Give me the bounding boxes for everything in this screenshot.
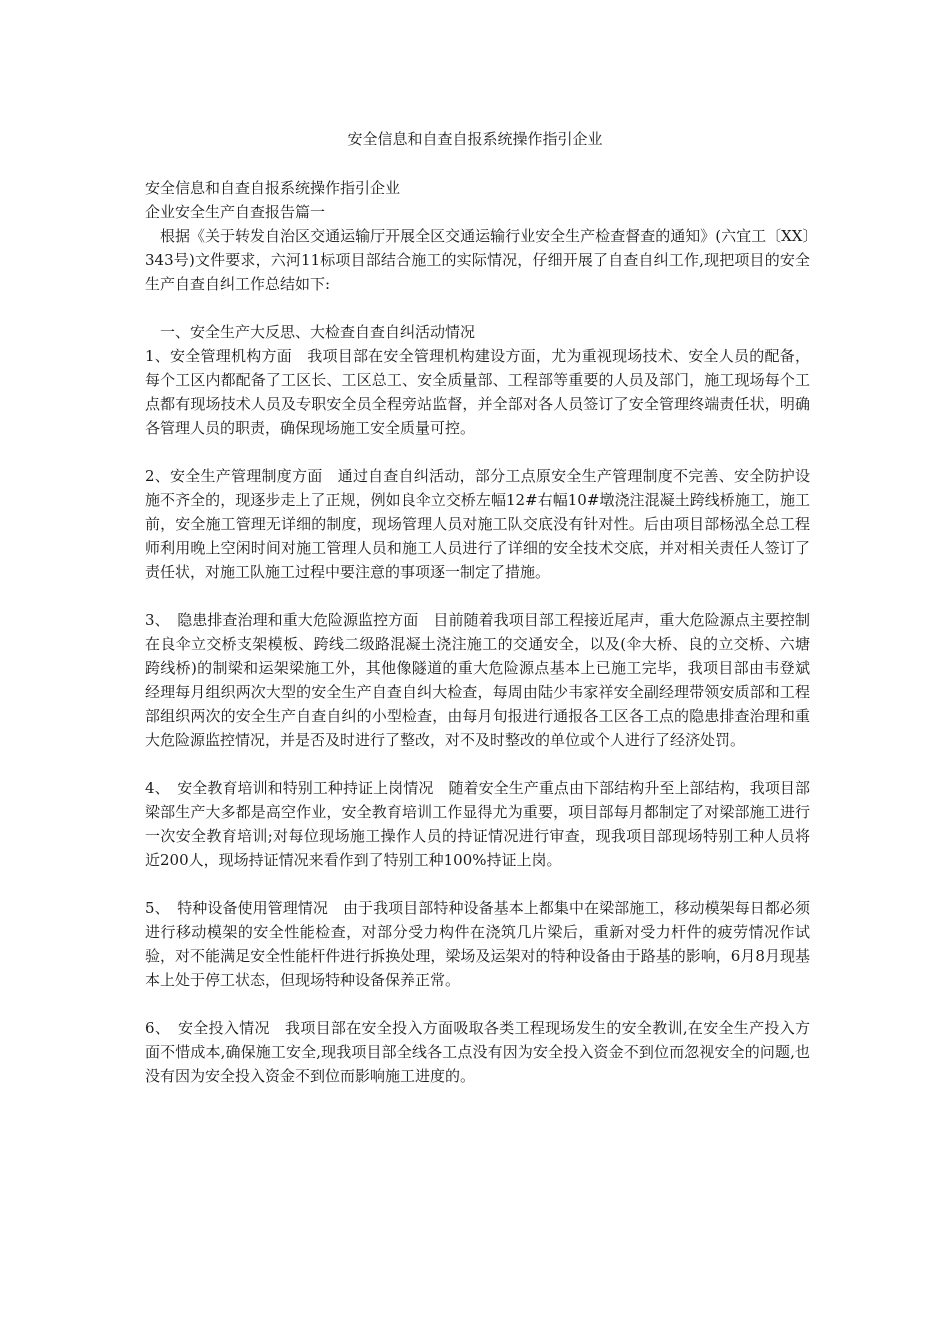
spacer (145, 752, 810, 776)
spacer (145, 992, 810, 1016)
section-item-4: 4、 安全教育培训和特别工种持证上岗情况 随着安全生产重点由下部结构升至上部结构，我项目部梁部生产大多都是高空作业，安全教育培训工作显得尤为重要，项目部每月都制定了对梁部施工进行一次安全教育培训;对每位现场施工操作人员的持证情况进行审查，现我项目部现场特别工种人员将近200人，现场持证情况来看作到了特别工种100%持证上岗。 (145, 779, 810, 869)
spacer (145, 872, 810, 896)
spacer (145, 440, 810, 464)
document-body (145, 176, 810, 1088)
spacer (145, 584, 810, 608)
section-item-1: 1、安全管理机构方面 我项目部在安全管理机构建设方面，尤为重视现场技术、安全人员的配备，每个工区内都配备了工区长、工区总工、安全质量部、工程部等重要的人员及部门，施工现场每个工点都有现场技术人员及专职安全员全程旁站监督，并全部对各人员签订了安全管理终端责任状，明确各管理人员的职责，确保现场施工安全质量可控。 (145, 347, 810, 437)
document-subtitle: 安全信息和自查自报系统操作指引企业 (145, 179, 401, 197)
section-item-6: 6、 安全投入情况 我项目部在安全投入方面吸取各类工程现场发生的安全教训,在安全生产投入方面不惜成本,确保施工安全,现我项目部全线各工点没有因为安全投入资金不到位而忽视安全的问题,也没有因为安全投入资金不到位而影响施工进度的。 (145, 1019, 810, 1085)
section-heading: 一、安全生产大反思、大检查自查自纠活动情况 (160, 323, 476, 341)
section-item-5: 5、 特种设备使用管理情况 由于我项目部特种设备基本上都集中在梁部施工，移动模架每日都必须进行移动模架的安全性能检查，对部分受力构件在浇筑几片梁后，重新对受力杆件的疲劳情况作试验，对不能满足安全性能杆件进行拆换处理，梁场及运架对的特种设备由于路基的影响，6月8月现基本上处于停工状态，但现场特种设备保养正常。 (145, 899, 810, 989)
section-item-3: 3、 隐患排查治理和重大危险源监控方面 目前随着我项目部工程接近尾声，重大危险源点主要控制在良伞立交桥支架模板、跨线二级路混凝土浇注施工的交通安全，以及(伞大桥、良的立交桥、六塘跨线桥)的制梁和运架梁施工外，其他像隧道的重大危险源点基本上已施工完毕，我项目部由韦登斌经理每月组织两次大型的安全生产自查自纠大检查，每周由陆少韦家祥安全副经理带领安质部和工程部组织两次的安全生产自查自纠的小型检查，由每月旬报进行通报各工区各工点的隐患排查治理和重大危险源监控情况，并是否及时进行了整改，对不及时整改的单位或个人进行了经济处罚。 (145, 611, 810, 749)
intro-paragraph: 根据《关于转发自治区交通运输厅开展全区交通运输行业安全生产检查督查的通知》(六宜工〔XX〕343号)文件要求，六河11标项目部结合施工的实际情况，仔细开展了自查自纠工作,现把项目的安全生产自查自纠工作总结如下: (145, 227, 810, 293)
section-item-2: 2、安全生产管理制度方面 通过自查自纠活动，部分工点原安全生产管理制度不完善、安全防护设施不齐全的，现逐步走上了正规，例如良伞立交桥左幅12#右幅10#墩浇注混凝土跨线桥施工，施工前，安全施工管理无详细的制度，现场管理人员对施工队交底没有针对性。后由项目部杨泓全总工程师利用晚上空闲时间对施工管理人员和施工人员进行了详细的安全技术交底，并对相关责任人签订了责任状，对施工队施工过程中要注意的事项逐一制定了措施。 (145, 467, 810, 581)
document-title: 安全信息和自查自报系统操作指引企业 (347, 130, 603, 148)
spacer (145, 296, 810, 320)
document-subheading: 企业安全生产自查报告篇一 (145, 203, 326, 221)
